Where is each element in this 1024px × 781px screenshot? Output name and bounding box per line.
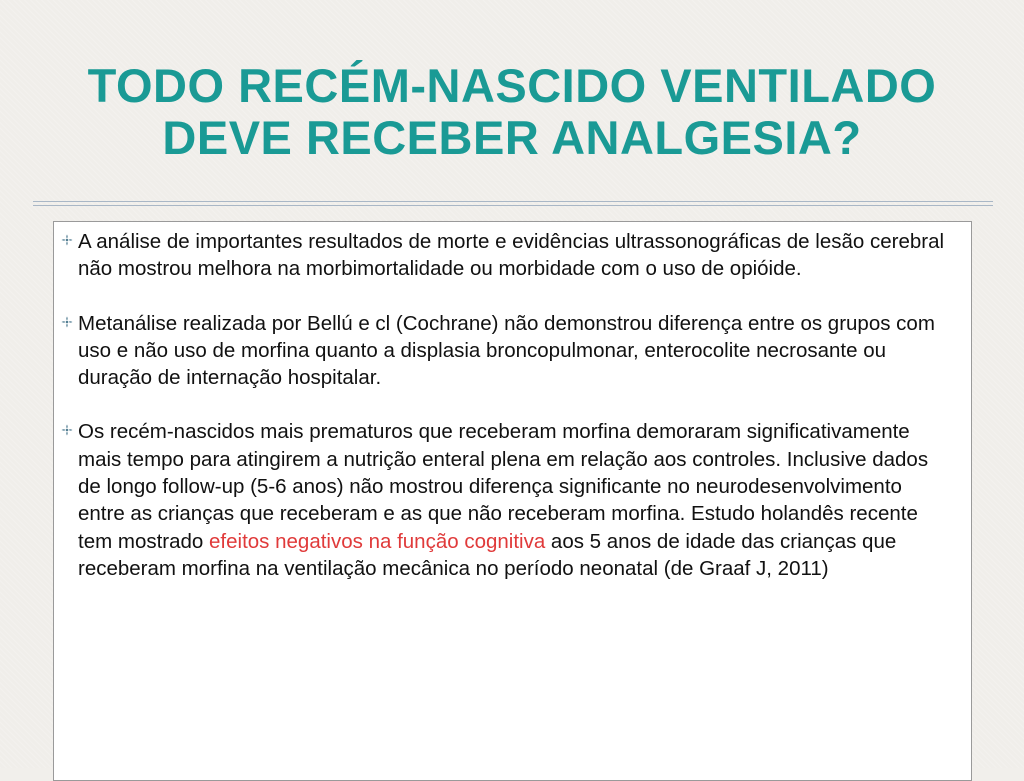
slide-title-line-2: DEVE RECEBER ANALGESIA? — [162, 111, 862, 164]
flourish-bullet-icon — [61, 234, 73, 246]
title-divider-bottom — [33, 205, 993, 206]
slide-title — [40, 60, 984, 164]
bullet-item — [78, 310, 948, 392]
highlighted-text: efeitos negativos na função cognitiva — [209, 529, 546, 553]
bullet-text: Metanálise realizada por Bellú e cl (Cochrane) não demonstrou diferença entre os grupos com uso e não uso de morfina quanto a displasia broncopulmonar, enterocolite necrosante ou duração de internação hospitalar. — [78, 311, 935, 390]
bullet-item — [78, 228, 948, 283]
bullet-text-part: Os recém-nascidos mais prematuros que receberam morfina demoraram significativamente mais tempo para atingirem a nutrição enteral plena em relação aos controles. Inclusive dados de longo follow-up (5-6 anos) não mostrou diferença significante no neurodesenvolvimento entre as crianças que receberam e as que não receberam morfina. Estudo holandês recente tem mostrado — [78, 420, 929, 553]
slide-title-line-1: TODO RECÉM-NASCIDO VENTILADO — [87, 59, 937, 112]
flourish-bullet-icon — [61, 316, 73, 328]
bullet-text-part: aos 5 anos de idade das crianças que receberam morfina na ventilação mecânica no período neonatal (de Graaf J, 2011) — [78, 529, 897, 580]
title-divider-top — [33, 201, 993, 202]
bullet-text: A análise de importantes resultados de morte e evidências ultrassonográficas de lesão cerebral não mostrou melhora na morbimortalidade ou morbidade com o uso de opióide. — [78, 230, 945, 281]
content-text-box — [53, 221, 972, 781]
bullet-item — [78, 418, 948, 582]
bullet-list — [78, 228, 948, 582]
flourish-bullet-icon — [61, 424, 73, 436]
